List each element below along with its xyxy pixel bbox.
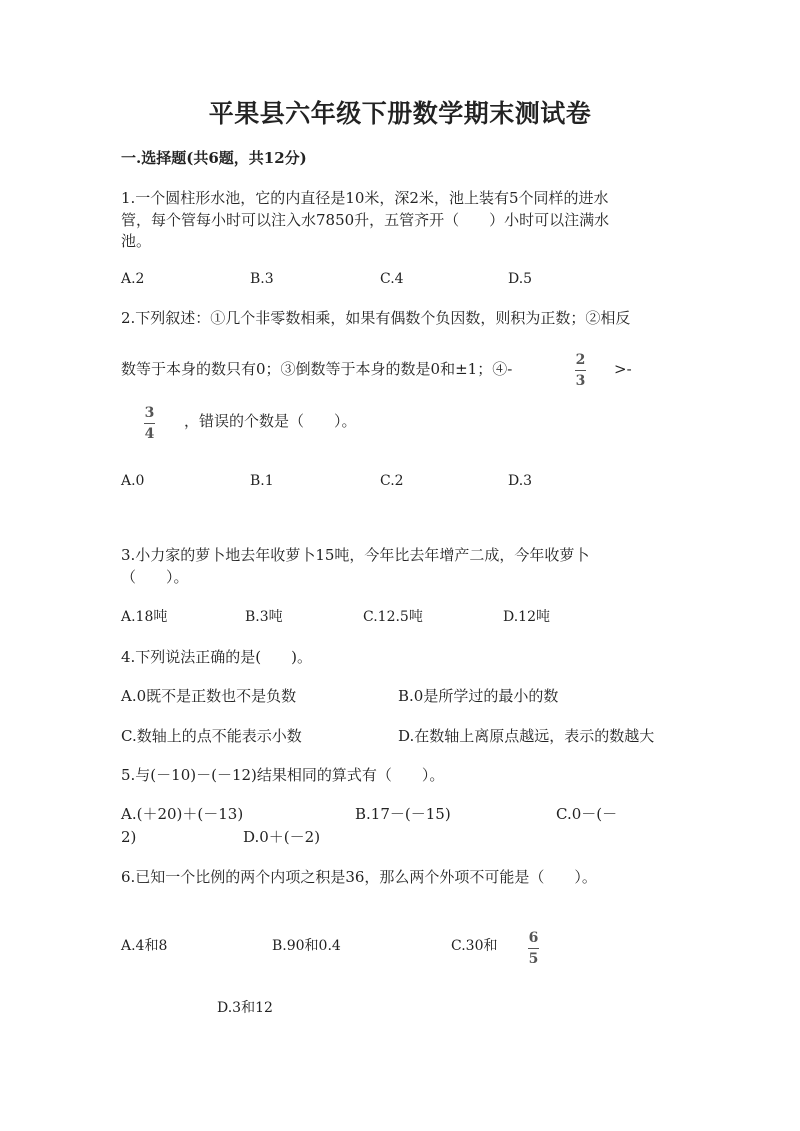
q4-line-1: 4.下列说法正确的是( )。: [121, 648, 313, 666]
q3-option-c: C.12.5吨: [363, 609, 423, 625]
q5-option-a: A.(＋20)＋(－13): [121, 805, 244, 823]
q1-line-3: 池。: [121, 232, 152, 250]
q2-fraction-two-thirds: [575, 353, 586, 388]
q1-line-2: 管，每个管每小时可以注入水7850升，五管齐开（ ）小时可以注满水: [121, 211, 610, 229]
q2-fraction-1-numerator: 2: [575, 352, 586, 368]
q2-option-b: B.1: [250, 473, 274, 489]
q6-option-d: D.3和12: [217, 1000, 273, 1016]
q6-fraction-six-fifths: [528, 931, 539, 966]
q6-option-b: B.90和0.4: [272, 938, 341, 954]
q1-option-a: A.2: [121, 271, 145, 287]
q2-option-d: D.3: [508, 473, 533, 489]
q5-option-b: B.17－(－15): [355, 805, 451, 823]
q5-option-c: C.0－(－: [556, 805, 618, 823]
q5-option-c-continued: 2): [121, 828, 137, 846]
q3-line-2: （ ）。: [121, 568, 189, 586]
section-heading: 一.选择题(共6题，共12分): [121, 149, 307, 167]
q1-option-c: C.4: [380, 271, 404, 287]
q4-option-a: A.0既不是正数也不是负数: [121, 687, 297, 705]
q1-option-d: D.5: [508, 271, 533, 287]
q6-option-a: A.4和8: [121, 938, 168, 954]
q1-line-1: 1.一个圆柱形水池，它的内直径是10米，深2米，池上装有5个同样的进水: [121, 189, 609, 207]
q3-option-d: D.12吨: [503, 609, 550, 625]
q2-fraction-2-numerator: 3: [144, 405, 155, 421]
q2-option-c: C.2: [380, 473, 404, 489]
q2-option-a: A.0: [121, 473, 145, 489]
q4-option-b: B.0是所学过的最小的数: [398, 687, 559, 705]
q4-option-d: D.在数轴上离原点越远，表示的数越大: [398, 727, 655, 745]
q3-line-1: 3.小力家的萝卜地去年收萝卜15吨，今年比去年增产二成，今年收萝卜: [121, 546, 590, 564]
q2-line-2: 数等于本身的数只有0；③倒数等于本身的数是0和±1；④-: [121, 360, 513, 378]
q2-line-1: 2.下列叙述：①几个非零数相乘，如果有偶数个负因数，则积为正数；②相反: [121, 309, 631, 327]
fraction-bar: [528, 948, 539, 949]
fraction-bar: [144, 423, 155, 424]
fraction-bar: [575, 370, 586, 371]
q3-option-b: B.3吨: [245, 609, 283, 625]
q5-option-d: D.0＋(－2): [243, 828, 321, 846]
q2-fraction-2-denominator: 4: [144, 426, 155, 442]
q1-option-b: B.3: [250, 271, 274, 287]
q2-fraction-three-quarters: [144, 406, 155, 441]
q2-line-3: ，错误的个数是（ ）。: [184, 412, 357, 430]
page-title: 平果县六年级下册数学期末测试卷: [208, 99, 592, 128]
q6-line-1: 6.已知一个比例的两个内项之积是36，那么两个外项不可能是（ ）。: [121, 868, 597, 886]
q3-option-a: A.18吨: [121, 609, 168, 625]
q4-option-c: C.数轴上的点不能表示小数: [121, 727, 302, 745]
q2-fraction-1-denominator: 3: [575, 373, 586, 389]
q6-option-c: C.30和: [451, 938, 498, 954]
q6-fraction-denominator: 5: [528, 951, 539, 967]
q5-line-1: 5.与(－10)－(－12)结果相同的算式有（ ）。: [121, 766, 445, 784]
q2-greater-than-sign: >-: [614, 360, 632, 378]
q6-fraction-numerator: 6: [528, 930, 539, 946]
